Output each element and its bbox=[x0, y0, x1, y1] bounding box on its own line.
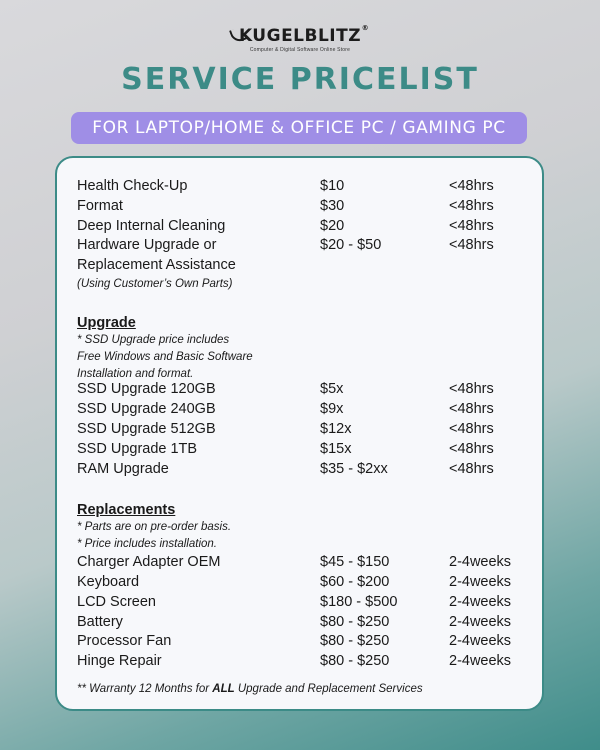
service-price: $12x bbox=[320, 421, 352, 437]
service-time: 2-4weeks bbox=[449, 594, 512, 610]
price-row bbox=[77, 381, 537, 401]
price-row bbox=[77, 461, 537, 481]
registered-mark: ® bbox=[361, 24, 370, 32]
warranty-suffix: Upgrade and Replacement Services bbox=[234, 683, 423, 695]
section-note: * SSD Upgrade price includes bbox=[77, 334, 230, 346]
service-price: $30 bbox=[320, 198, 345, 214]
warranty-prefix: ** Warranty 12 Months for bbox=[77, 683, 213, 695]
service-price: $15x bbox=[320, 441, 352, 457]
service-time: <48hrs bbox=[449, 381, 494, 397]
page-title: SERVICE PRICELIST bbox=[121, 62, 479, 97]
price-row bbox=[77, 401, 537, 421]
service-name: Battery bbox=[77, 614, 123, 630]
service-price: $20 - $50 bbox=[320, 237, 382, 253]
service-time: <48hrs bbox=[449, 198, 494, 214]
warranty-note bbox=[77, 683, 423, 695]
section-note: * Price includes installation. bbox=[77, 538, 217, 550]
service-name-continuation: Replacement Assistance bbox=[77, 257, 236, 273]
price-row bbox=[77, 554, 537, 574]
service-name: Deep Internal Cleaning bbox=[77, 218, 226, 234]
service-note: (Using Customer’s Own Parts) bbox=[77, 278, 233, 290]
section-note: Free Windows and Basic Software bbox=[77, 351, 253, 363]
service-name: SSD Upgrade 240GB bbox=[77, 401, 216, 417]
service-name: Charger Adapter OEM bbox=[77, 554, 221, 570]
section-heading-replacements: Replacements bbox=[77, 502, 176, 518]
service-name: Health Check-Up bbox=[77, 178, 188, 194]
price-row bbox=[77, 421, 537, 441]
service-price: $45 - $150 bbox=[320, 554, 390, 570]
brand-logo bbox=[0, 26, 600, 53]
service-price: $20 bbox=[320, 218, 345, 234]
brand-name: KUGELBLITZ bbox=[238, 26, 362, 46]
service-price: $35 - $2xx bbox=[320, 461, 388, 477]
pricelist-card bbox=[55, 156, 544, 711]
service-price: $180 - $500 bbox=[320, 594, 398, 610]
section-note: Installation and format. bbox=[77, 368, 194, 380]
price-row bbox=[77, 441, 537, 461]
warranty-emphasis: ALL bbox=[212, 683, 235, 695]
brand-tagline: Computer & Digital Software Online Store bbox=[249, 47, 351, 53]
page-subtitle-banner: FOR LAPTOP/HOME & OFFICE PC / GAMING PC bbox=[71, 112, 527, 144]
service-time: <48hrs bbox=[449, 178, 494, 194]
price-row bbox=[77, 574, 537, 594]
price-row bbox=[77, 614, 537, 634]
service-name: RAM Upgrade bbox=[77, 461, 169, 477]
service-name: SSD Upgrade 512GB bbox=[77, 421, 216, 437]
service-time: 2-4weeks bbox=[449, 574, 512, 590]
price-row bbox=[77, 237, 537, 257]
service-price: $80 - $250 bbox=[320, 653, 390, 669]
service-time: <48hrs bbox=[449, 218, 494, 234]
service-time: 2-4weeks bbox=[449, 554, 512, 570]
service-name: Hinge Repair bbox=[77, 653, 162, 669]
service-time: <48hrs bbox=[449, 421, 494, 437]
price-row bbox=[77, 653, 537, 673]
price-row bbox=[77, 633, 537, 653]
service-time: <48hrs bbox=[449, 461, 494, 477]
section-heading-upgrade: Upgrade bbox=[77, 315, 136, 331]
service-price: $80 - $250 bbox=[320, 633, 390, 649]
service-time: <48hrs bbox=[449, 441, 494, 457]
service-name: Hardware Upgrade or bbox=[77, 237, 217, 253]
service-price: $9x bbox=[320, 401, 344, 417]
service-time: 2-4weeks bbox=[449, 614, 512, 630]
service-name: SSD Upgrade 120GB bbox=[77, 381, 216, 397]
service-time: <48hrs bbox=[449, 237, 494, 253]
service-name: LCD Screen bbox=[77, 594, 156, 610]
service-name: Keyboard bbox=[77, 574, 140, 590]
service-time: 2-4weeks bbox=[449, 633, 512, 649]
service-name: Format bbox=[77, 198, 123, 214]
service-price: $60 - $200 bbox=[320, 574, 390, 590]
section-note: * Parts are on pre-order basis. bbox=[77, 521, 232, 533]
service-price: $10 bbox=[320, 178, 345, 194]
service-price: $5x bbox=[320, 381, 344, 397]
service-name: SSD Upgrade 1TB bbox=[77, 441, 198, 457]
price-row bbox=[77, 198, 537, 218]
price-row bbox=[77, 218, 537, 238]
price-row bbox=[77, 178, 537, 198]
service-price: $80 - $250 bbox=[320, 614, 390, 630]
service-time: <48hrs bbox=[449, 401, 494, 417]
price-row bbox=[77, 594, 537, 614]
service-name: Processor Fan bbox=[77, 633, 172, 649]
brand-wordmark bbox=[238, 24, 370, 46]
service-time: 2-4weeks bbox=[449, 653, 512, 669]
